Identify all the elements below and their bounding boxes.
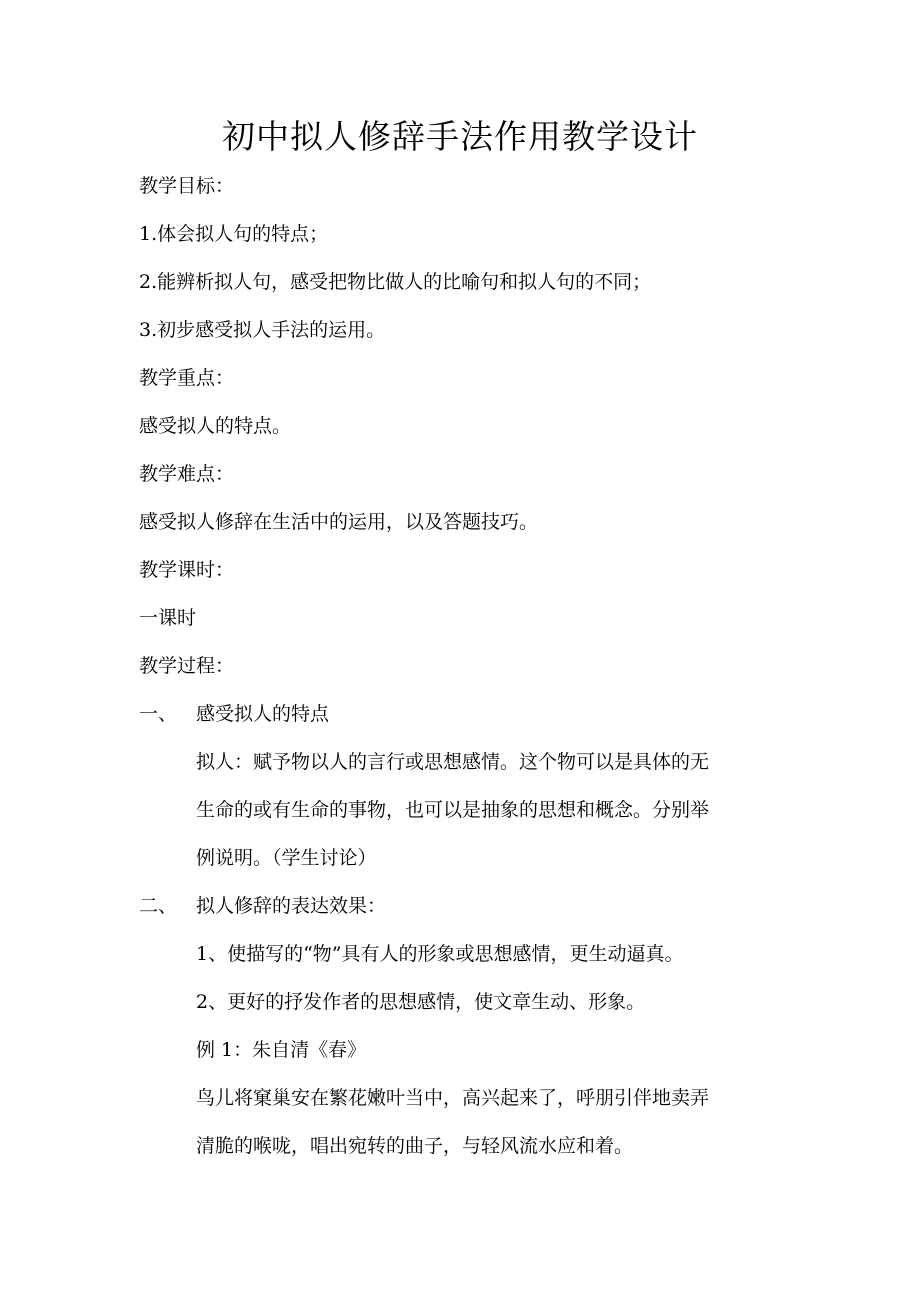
example-line-1: 鸟儿将窠巢安在繁花嫩叶当中，高兴起来了，呼朋引伴地卖弄: [196, 1087, 710, 1109]
goals-heading: 教学目标：: [139, 175, 235, 197]
goal-item-1: 1.体会拟人句的特点；: [139, 223, 329, 245]
section-1-heading: 感受拟人的特点: [196, 703, 330, 725]
section-1-line-2: 生命的或有生命的事物，也可以是抽象的思想和概念。分别举: [196, 799, 710, 821]
process-heading: 教学过程：: [139, 655, 235, 677]
goal-item-2: 2.能辨析拟人句，感受把物比做人的比喻句和拟人句的不同；: [139, 271, 652, 293]
section-2-point-2: 2、更好的抒发作者的思想感情，使文章生动、形象。: [196, 991, 646, 1013]
section-1-line-1: 拟人：赋予物以人的言行或思想感情。这个物可以是具体的无: [196, 751, 710, 773]
section-2-heading: 拟人修辞的表达效果：: [196, 895, 387, 917]
section-1-line-3: 例说明。（学生讨论）: [196, 847, 377, 869]
example-label: 例 1：朱自清《春》: [196, 1039, 367, 1061]
section-1-number: 一、: [139, 703, 178, 725]
hours-heading: 教学课时：: [139, 559, 235, 581]
section-2-number: 二、: [139, 895, 178, 917]
goal-item-3: 3.初步感受拟人手法的运用。: [139, 319, 386, 341]
difficulty-text: 感受拟人修辞在生活中的运用，以及答题技巧。: [139, 511, 539, 533]
key-heading: 教学重点：: [139, 367, 235, 389]
section-2-point-1: 1、使描写的“物”具有人的形象或思想感情，更生动逼真。: [196, 943, 684, 965]
document-title: 初中拟人修辞手法作用教学设计: [222, 117, 698, 156]
key-text: 感受拟人的特点。: [139, 415, 292, 437]
hours-text: 一课时: [139, 607, 197, 629]
difficulty-heading: 教学难点：: [139, 463, 235, 485]
example-line-2: 清脆的喉咙，唱出宛转的曲子，与轻风流水应和着。: [196, 1135, 634, 1157]
